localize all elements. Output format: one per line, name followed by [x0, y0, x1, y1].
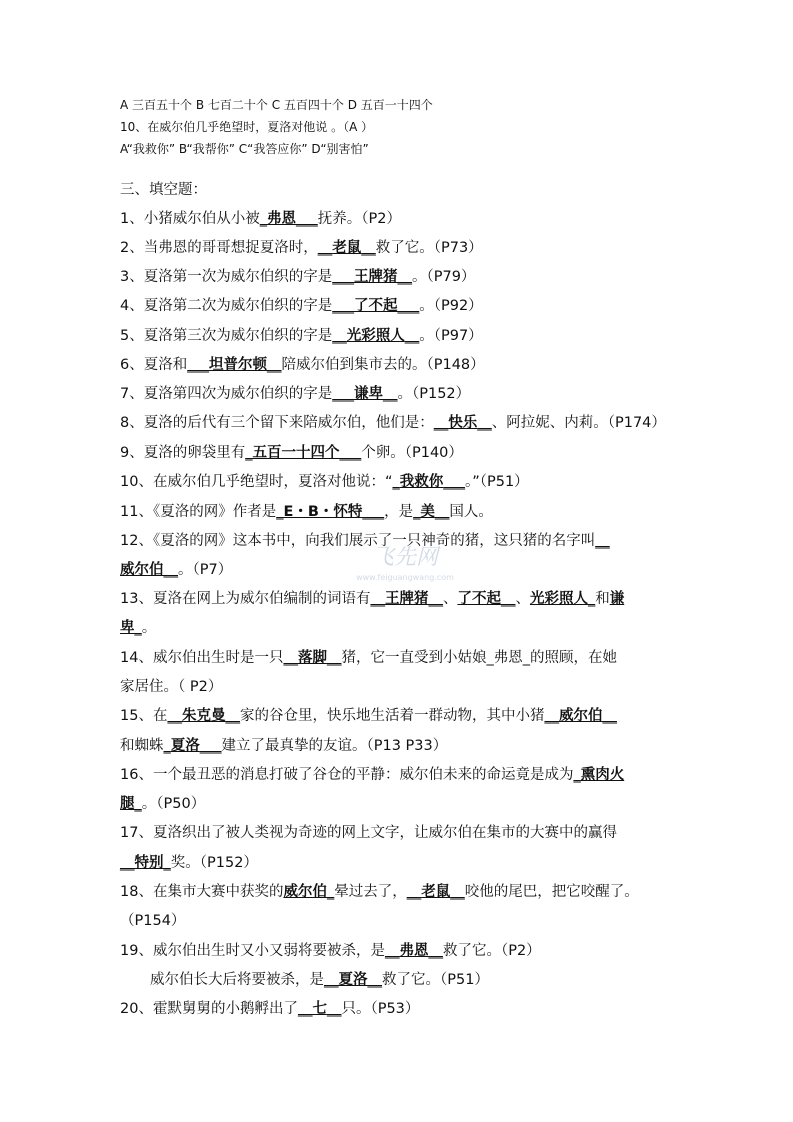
answer: 光彩照人	[346, 328, 405, 344]
question-5: 5、夏洛第三次为威尔伯织的字是__光彩照人__。（P97）	[120, 328, 483, 344]
question-16-cont: 腿_。（P50）	[120, 796, 206, 812]
question-11: 11、《夏洛的网》作者是_E・B・怀特___，是_美__国人。	[120, 504, 493, 520]
answer: 快乐	[448, 415, 478, 431]
answer: 威尔伯	[283, 884, 327, 900]
answer: 特别	[134, 855, 164, 871]
answer: 卑	[120, 620, 135, 636]
question-14-cont: 家居住。（ P2）	[120, 679, 223, 695]
question-6: 6、夏洛和___坦普尔顿__陪威尔伯到集市去的。（P148）	[120, 357, 485, 373]
answer: 谦卑	[353, 386, 383, 402]
question-13: 13、夏洛在网上为威尔伯编制的词语有__王牌猪__、了不起__、光彩照人_和谦	[120, 591, 625, 607]
answer: 王牌猪	[384, 591, 429, 607]
question-20: 20、霍默舅舅的小鹅孵出了__七__只。（P53）	[120, 1001, 420, 1017]
answer: 弗恩	[399, 943, 429, 959]
question-16: 16、一个最丑恶的消息打破了谷仓的平静：威尔伯未来的命运竟是成为_熏肉火	[120, 767, 625, 783]
question-17: 17、夏洛织出了被人类视为奇迹的网上文字，让威尔伯在集市的大赛中的赢得	[120, 825, 617, 841]
question-10: 10、在威尔伯几乎绝望时，夏洛对他说：“_我救你___。”（P51）	[120, 474, 529, 490]
answer: 我救你	[399, 474, 444, 490]
answer: 夏洛	[170, 738, 200, 754]
question-3: 3、夏洛第一次为威尔伯织的字是___王牌猪__。（P79）	[120, 269, 476, 285]
question-12: 12、《夏洛的网》这本书中，向我们展示了一只神奇的猪，这只猪的名字叫__	[120, 533, 610, 549]
question-15-cont: 和蜘蛛_夏洛___建立了最真挚的友谊。（P13 P33）	[120, 738, 448, 754]
question-13-cont: 卑_。	[120, 620, 157, 636]
question-2: 2、当弗恩的哥哥想捉夏洛时，__老鼠__救了它。（P73）	[120, 240, 483, 256]
answer: E・B・怀特	[283, 504, 363, 520]
question-18: 18、在集市大赛中获奖的威尔伯_晕过去了，__老鼠__咬他的尾巴，把它咬醒了。	[120, 884, 639, 900]
question-15: 15、在__朱克曼__家的谷仓里，快乐地生活着一群动物，其中小猪__威尔伯__	[120, 708, 617, 724]
question-12-cont: 威尔伯__。（P7）	[120, 562, 233, 578]
question-4: 4、夏洛第二次为威尔伯织的字是___了不起___。（P92）	[120, 298, 483, 314]
answer: 王牌猪	[353, 269, 398, 285]
mc-options-line-2: A“我救你” B“我帮你” C“我答应你” D“别害怕”	[120, 142, 369, 156]
answer: 七	[312, 1001, 327, 1017]
answer: 夏洛	[338, 972, 368, 988]
mc-options-line: A 三百五十个 B 七百二十个 C 五百四十个 D 五百一十四个	[120, 98, 433, 112]
question-9: 9、夏洛的卵袋里有_五百一十四个___个卵。（P140）	[120, 445, 463, 461]
question-14: 14、威尔伯出生时是一只__落脚__猪，它一直受到小姑娘_弗恩_的照顾，在她	[120, 650, 617, 666]
answer: 了不起	[353, 298, 398, 314]
question-7: 7、夏洛第四次为威尔伯织的字是___谦卑__。（P152）	[120, 386, 471, 402]
question-17-cont: __特别_奖。（P152）	[120, 855, 258, 871]
answer: 老鼠	[332, 240, 362, 256]
answer: 五百一十四个	[252, 445, 340, 461]
section-title: 三、填空题：	[120, 182, 207, 198]
answer: 老鼠	[421, 884, 451, 900]
answer: 腿	[120, 796, 135, 812]
answer: 美	[420, 504, 435, 520]
answer: 朱克曼	[181, 708, 226, 724]
mc-question-10: 10、在威尔伯几乎绝望时，夏洛对他说 。（A ）	[120, 120, 374, 134]
answer: 光彩照人	[529, 591, 588, 607]
answer: 落脚	[297, 650, 327, 666]
answer: 威尔伯	[558, 708, 603, 724]
question-1: 1、小猪威尔伯从小被_弗恩___抚养。（P2）	[120, 211, 401, 227]
watermark-cn: 飞先网	[371, 545, 439, 570]
answer: 弗恩	[266, 211, 296, 227]
question-18-cont: （P154）	[120, 913, 186, 929]
answer: 威尔伯	[120, 562, 164, 578]
answer: 谦	[609, 591, 625, 607]
question-19: 19、威尔伯出生时又小又弱将要被杀，是__弗恩__救了它。（P2）	[120, 943, 541, 959]
answer: 熏肉火	[580, 767, 625, 783]
answer: 了不起	[457, 591, 501, 607]
question-19-cont: 威尔伯长大后将要被杀，是__夏洛__救了它。（P51）	[150, 972, 489, 988]
watermark-url: www.feiguangwang.com	[356, 573, 454, 582]
answer: 坦普尔顿	[208, 357, 267, 373]
question-8: 8、夏洛的后代有三个留下来陪威尔伯，他们是：__快乐__、阿拉妮、内莉。（P174）	[120, 415, 666, 431]
